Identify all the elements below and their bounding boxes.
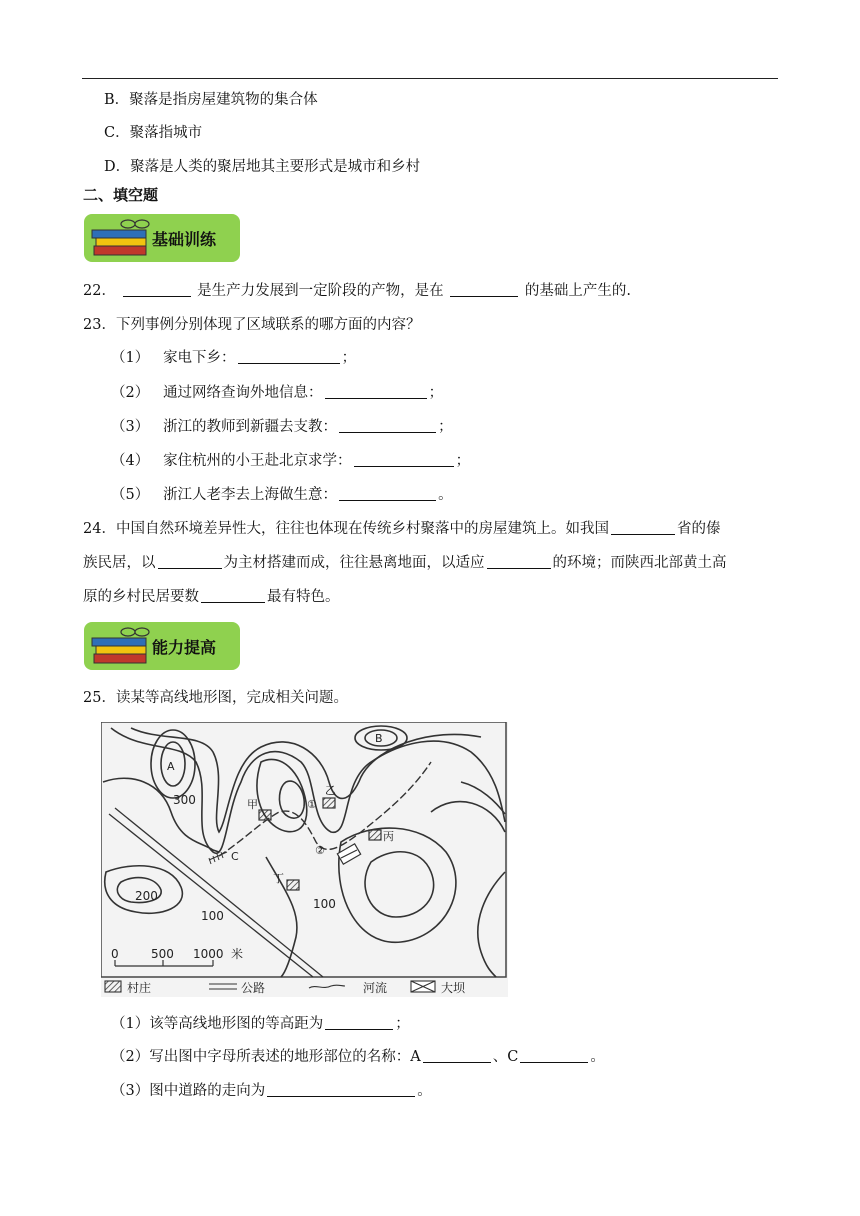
q24-line-3 <box>83 587 340 607</box>
q23-item-2 <box>111 383 443 403</box>
header-rule <box>82 78 778 79</box>
q23-item-text: 浙江的教师到新疆去支教： <box>163 419 338 435</box>
option-d: D．聚落是人类的聚居地其主要形式是城市和乡村 <box>104 159 421 175</box>
q25-text: （2）写出图中字母所表述的地形部位的名称：A <box>111 1049 421 1065</box>
q25-text: 、C <box>492 1049 519 1065</box>
badge-basic <box>84 214 240 262</box>
map-mark-1: ① <box>307 798 317 811</box>
q25-text: （1）该等高线地形图的等高距为 <box>111 1016 324 1032</box>
q22-text: 是生产力发展到一定阶段的产物，是在 <box>197 283 444 299</box>
q23-item-end: ； <box>438 419 453 435</box>
q23-item-5 <box>111 485 453 505</box>
q25-blank-3[interactable] <box>520 1047 588 1063</box>
q23-item-text: 家电下乡： <box>163 350 236 366</box>
scale-0: 0 <box>111 947 119 961</box>
q24-text: 的环境；而陕西北部黄土高 <box>552 555 727 571</box>
map-letter-b: B <box>375 732 383 745</box>
question-25-stem: 25．读某等高线地形图，完成相关问题。 <box>83 690 348 706</box>
q25-text: 。 <box>417 1083 432 1099</box>
badge-advanced <box>84 622 240 670</box>
q24-text: 24．中国自然环境差异性大，往往也体现在传统乡村聚落中的房屋建筑上。如我国 <box>83 521 609 537</box>
badge-advanced-label: 能力提高 <box>152 638 217 657</box>
legend-dam: 大坝 <box>441 981 466 995</box>
map-village-yi: 乙 <box>325 784 336 797</box>
map-village-bing: 丙 <box>383 830 394 843</box>
map-mark-2: ② <box>315 844 325 857</box>
q25-text: ； <box>395 1016 410 1032</box>
q24-blank-1[interactable] <box>611 519 675 535</box>
option-c: C．聚落指城市 <box>104 125 203 141</box>
q23-item-3 <box>111 417 453 437</box>
q22-blank-2[interactable] <box>450 281 518 297</box>
contour-map <box>101 722 508 997</box>
map-letter-c: C <box>231 850 239 863</box>
q23-item-text: 浙江人老李去上海做生意： <box>163 487 338 503</box>
map-village-jia: 甲 <box>247 798 258 811</box>
q23-item-number: （4） <box>111 453 150 469</box>
q23-item-number: （5） <box>111 487 150 503</box>
q23-item-4 <box>111 451 470 471</box>
legend-road: 公路 <box>241 981 266 995</box>
q23-blank-3[interactable] <box>339 417 436 433</box>
option-b: B．聚落是指房屋建筑物的集合体 <box>104 92 318 108</box>
q24-text: 族民居，以 <box>83 555 156 571</box>
q24-blank-3[interactable] <box>487 553 551 569</box>
q23-item-text: 家住杭州的小王赴北京求学： <box>163 453 352 469</box>
q23-blank-1[interactable] <box>238 348 340 364</box>
scale-1000: 1000 <box>193 947 224 961</box>
q25-sub-1 <box>111 1014 410 1034</box>
question-23-stem: 23．下列事例分别体现了区域联系的哪方面的内容？ <box>83 317 421 333</box>
q25-text: 。 <box>590 1049 605 1065</box>
q23-item-end: 。 <box>438 487 453 503</box>
q25-sub-3 <box>111 1081 432 1101</box>
map-contour-100-a: 100 <box>201 909 224 923</box>
section-title: 二、填空题 <box>83 186 159 204</box>
q24-text: 为主材搭建而成，往往悬离地面，以适应 <box>223 555 485 571</box>
q23-item-end: ； <box>341 350 357 366</box>
scale-500: 500 <box>151 947 174 961</box>
map-contour-300: 300 <box>173 793 196 807</box>
q23-blank-5[interactable] <box>339 485 436 501</box>
q23-item-number: （3） <box>111 419 150 435</box>
badge-basic-label: 基础训练 <box>152 230 217 249</box>
map-contour-100-b: 100 <box>313 897 336 911</box>
map-letter-a: A <box>167 760 175 773</box>
q23-item-end: ； <box>455 453 471 469</box>
q25-sub-2 <box>111 1047 605 1067</box>
q24-text: 最有特色。 <box>267 589 340 605</box>
q23-item-number: （1） <box>111 350 150 366</box>
q22-blank-1[interactable] <box>123 281 191 297</box>
q23-item-end: ； <box>428 385 444 401</box>
q24-text: 原的乡村民居要数 <box>83 589 199 605</box>
q25-text: （3）图中道路的走向为 <box>111 1083 266 1099</box>
q24-text: 省的傣 <box>676 521 721 537</box>
q24-blank-2[interactable] <box>158 553 222 569</box>
q23-blank-2[interactable] <box>325 383 427 399</box>
legend-village: 村庄 <box>127 981 152 995</box>
q24-line-1 <box>83 519 720 539</box>
q22-end: 的基础上产生的. <box>524 283 631 299</box>
scale-unit: 米 <box>231 947 244 961</box>
q23-item-number: （2） <box>111 385 150 401</box>
q23-blank-4[interactable] <box>354 451 454 467</box>
q22-number: 22． <box>83 283 116 299</box>
q24-blank-4[interactable] <box>201 587 265 603</box>
question-22 <box>83 281 631 301</box>
map-contour-200: 200 <box>135 889 158 903</box>
map-village-ding: 丁 <box>273 872 284 885</box>
q25-blank-4[interactable] <box>267 1081 415 1097</box>
q23-item-1 <box>111 348 356 368</box>
q25-blank-1[interactable] <box>325 1014 393 1030</box>
q23-item-text: 通过网络查询外地信息： <box>163 385 323 401</box>
q24-line-2 <box>83 553 727 573</box>
q25-blank-2[interactable] <box>423 1047 491 1063</box>
legend-river: 河流 <box>363 981 388 995</box>
